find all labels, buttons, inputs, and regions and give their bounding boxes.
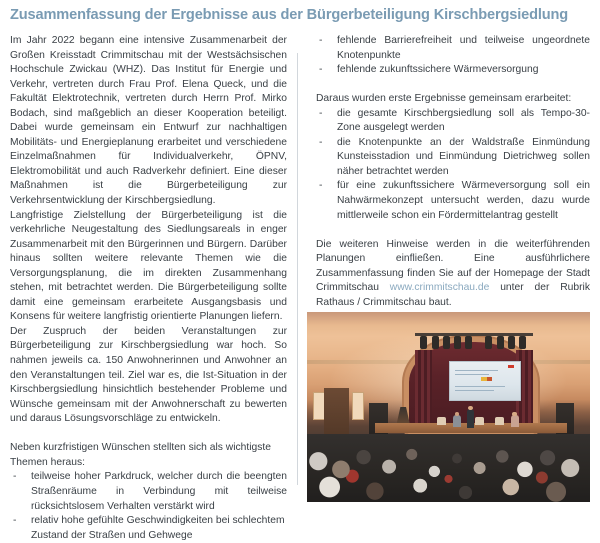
list-item	[10, 470, 287, 514]
list-item	[316, 179, 590, 223]
wall-lamp-panel	[313, 392, 325, 421]
list-item-label: teilweise hoher Parkdruck, welcher durch die beengten Straßenräume in Verbindung mit teilweise rücksichtslosem Verhalten verstärkt wird	[31, 471, 287, 512]
paragraph-attendance: Der Zuspruch der beiden Veranstaltungen zur Bürgerbeteiligung zur Kirschbergsiedlung war hoch. So nahmen jeweils ca. 150 Anwohnerinnen und Anwohner an den Veranstaltungen teil. Ziel war es, die Ist-Situation in der Kirschbergsiedlung hinsichtlich bestehender Probleme und Wünsche gemeinsam mit der Anwohnerschaft zu bewerten und daraus Lösungsvorschläge zu entwickeln.	[10, 325, 287, 425]
panelist-head	[455, 412, 459, 416]
paragraph-goals: Langfristige Zielstellung der Bürgerbeteiligung ist die verkehrliche Neugestaltung des Siedlungsareals in enger Zusammenarbeit mit den Bürgerinnen und Bürgern. Darüber hinaus sollten weitere relevante Themen wie die Versorgungsplanung, die im direkten Zusammenhang stehen, mit betrachtet werden. Die Bürgerbeteiligung sollte damit eine gemeinsam erarbeitete Ausgangsbasis und Konsens für weitere langfristig orientierte Planungen liefern.	[10, 209, 287, 323]
dash-marker-icon: -	[13, 471, 17, 483]
presenter-standing	[467, 409, 474, 428]
topics-list-continued	[316, 34, 590, 78]
stage-curtain-left	[415, 350, 432, 426]
dash-marker-icon: -	[319, 180, 323, 192]
topics-list	[10, 470, 287, 543]
list-item-label: die gesamte Kirschbergsiedlung soll als Tempo-30-Zone ausgelegt werden	[337, 107, 590, 134]
stage-lamp-icon	[519, 336, 526, 349]
left-column	[0, 34, 300, 541]
projection-screen	[449, 361, 522, 401]
list-item	[316, 136, 590, 180]
stage-lamp-icon	[420, 336, 427, 349]
dash-marker-icon: -	[319, 107, 323, 119]
stage-stool	[495, 417, 503, 425]
results-list	[316, 107, 590, 223]
stage-lamp-icon	[443, 336, 450, 349]
list-item	[316, 34, 590, 63]
crimmitschau-website-link[interactable]: www.crimmitschau.de	[389, 282, 490, 294]
stage-lamp-icon	[497, 336, 504, 349]
wall-lamp-panel	[352, 392, 364, 421]
panelist-seated	[453, 415, 461, 427]
paragraph-intro: Im Jahr 2022 begann eine intensive Zusammenarbeit der Großen Kreisstadt Crimmitschau mit der Westsächsischen Hochschule Zwickau (WHZ). Das Institut für Energie und Verkehr, vertreten durch Frau Prof. Elena Queck, und die Fakultät Elektrotechnik, vertreten durch Herrn Prof. Mirko Bodach, sind maßgeblich an dieser Kooperation beteiligt. Dabei wurde gemeinsam ein Entwurf zur nachhaltigen Mobilitäts- und Energieplanung erarbeitet und verschiedene Einzelmaßnahmen für Individualverkehr, ÖPNV, Elektromobilität und auch Radverkehr definiert. Eine dieser Maßnahmen ist die Bürgerbeteiligung zur Verkehrsentwicklung der Kirschbergsiedlung.	[10, 35, 287, 207]
panelist-head	[512, 412, 516, 416]
list-item-label: relativ hohe gefühlte Geschwindigkeiten bei schlechtem Zustand der Straßen und Gehwege	[31, 515, 285, 541]
slide-logo	[508, 365, 514, 368]
event-photo	[307, 312, 590, 502]
list-gap	[316, 78, 590, 93]
dash-marker-icon: -	[319, 35, 323, 46]
list-item-label: fehlende Barrierefreiheit und teilweise ungeordnete Knotenpunkte	[337, 35, 590, 61]
list-item	[316, 107, 590, 136]
stage-lamp-icon	[485, 336, 492, 349]
paragraph-closing	[316, 238, 590, 311]
presenter-head	[468, 406, 473, 410]
stage-lamp-icon	[508, 336, 515, 349]
stage-stool	[437, 417, 445, 425]
closing-text-before-link: Die weiteren Hinweise werden in die weiterführenden Planungen einfließen. Eine ausführlichere Zusammenfassung finden Sie auf der Homepage der Stadt Crimmitschau	[316, 238, 590, 294]
list-item	[10, 514, 287, 543]
stage-lamp-icon	[432, 336, 439, 349]
stage-lamp-icon	[465, 336, 472, 349]
event-photo-image	[307, 312, 590, 502]
paragraph-results-intro: Daraus wurden erste Ergebnisse gemeinsam erarbeitet:	[316, 93, 572, 105]
panelist-seated	[511, 415, 519, 427]
dash-marker-icon: -	[13, 515, 17, 527]
slide-accent	[481, 377, 492, 381]
list-item-label: die Knotenpunkte an der Waldstraße Einmündung Kunsteisstadion und Einmündung Dietrichweg sollen näher betrachtet werden	[337, 136, 590, 177]
results-gap	[316, 223, 590, 238]
paragraph-gap	[10, 427, 287, 442]
dash-marker-icon: -	[319, 64, 323, 76]
list-item	[316, 63, 590, 78]
stage-lamp-icon	[454, 336, 461, 349]
list-item-label: für eine zukunftssichere Wärmeversorgung soll ein Nahwärmekonzept untersucht werden, dazu wurde mittlerweile schon ein Fördermittelantrag gestellt	[337, 180, 590, 221]
paragraph-topics-intro: Neben kurzfristigen Wünschen stellten sich als wichtigste Themen heraus:	[10, 442, 271, 468]
dash-marker-icon: -	[319, 136, 323, 148]
list-item-label: fehlende zukunftssichere Wärmeversorgung	[337, 64, 539, 76]
closing-text-after-link: unter der Rubrik Rathaus / Crimmitschau baut.	[316, 282, 590, 308]
stage-stool	[475, 417, 483, 425]
page-title: Zusammenfassung der Ergebnisse aus der Bürgerbeteiligung Kirschbergsiedlung	[10, 7, 569, 23]
